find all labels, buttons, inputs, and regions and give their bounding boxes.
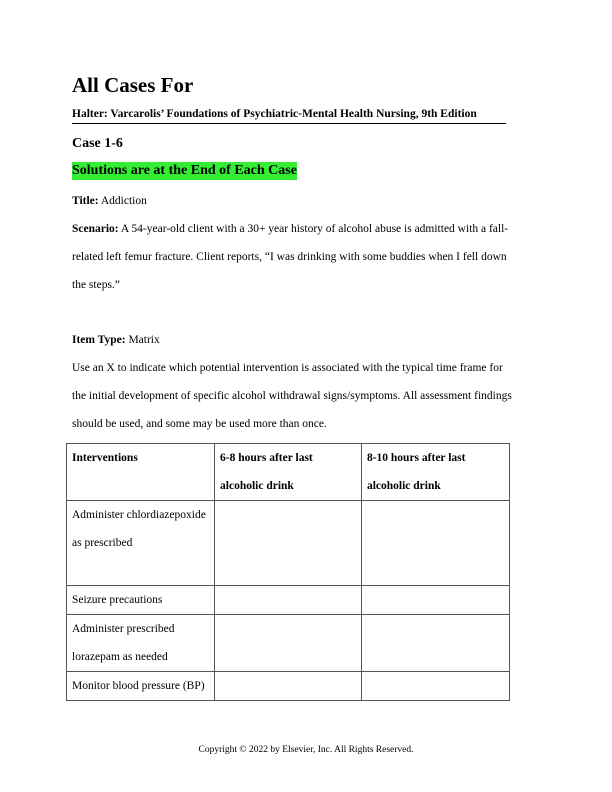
intervention-cell: Seizure precautions [67,586,215,615]
table-row [67,501,510,586]
table-header-row [67,444,510,501]
answer-cell-6-8[interactable] [215,501,362,586]
scenario-paragraph [72,215,512,299]
copyright-footer: Copyright © 2022 by Elsevier, Inc. All Rights Reserved. [198,745,414,755]
answer-cell-6-8[interactable] [215,586,362,615]
instructions-paragraph: Use an X to indicate which potential intervention is associated with the typical time frame for the initial development of specific alcohol withdrawal signs/symptoms. All assessment findings should be used, and some may be used more than once. [72,362,512,430]
table-row [67,615,510,672]
item-type-value: Matrix [128,334,160,346]
intervention-cell: Administer prescribed lorazepam as needed [67,615,215,672]
intervention-cell: Monitor blood pressure (BP) [67,672,215,701]
answer-cell-8-10[interactable] [361,672,509,701]
answer-cell-8-10[interactable] [361,615,509,672]
table-row [67,672,510,701]
title-label: Title: [72,195,99,207]
scenario-label: Scenario: [72,223,119,235]
intervention-cell: Administer chlordiazepoxide as prescribed [67,501,215,586]
table-row [67,586,510,615]
book-title: Halter: Varcarolis’ Foundations of Psychiatric-Mental Health Nursing, 9th Edition [72,106,506,124]
solutions-highlight: Solutions are at the End of Each Case [72,163,297,178]
header-interventions: Interventions [67,444,215,501]
item-type [72,326,512,354]
scenario-text: A 54-year-old client with a 30+ year history of alcohol abuse is admitted with a fall-related left femur fracture. Client reports, “I was drinking with some buddies when I fell down the steps.” [72,223,509,291]
answer-cell-6-8[interactable] [215,615,362,672]
item-type-label: Item Type: [72,334,126,346]
answer-cell-6-8[interactable] [215,672,362,701]
page-title: All Cases For [72,73,194,97]
answer-cell-8-10[interactable] [361,586,509,615]
case-label: Case 1-6 [72,136,123,151]
title-value: Addiction [100,195,147,207]
case-title [72,187,512,215]
answer-cell-8-10[interactable] [361,501,509,586]
header-8-10-hours: 8-10 hours after last alcoholic drink [361,444,509,501]
header-6-8-hours: 6-8 hours after last alcoholic drink [215,444,362,501]
intervention-matrix-table [66,443,510,701]
